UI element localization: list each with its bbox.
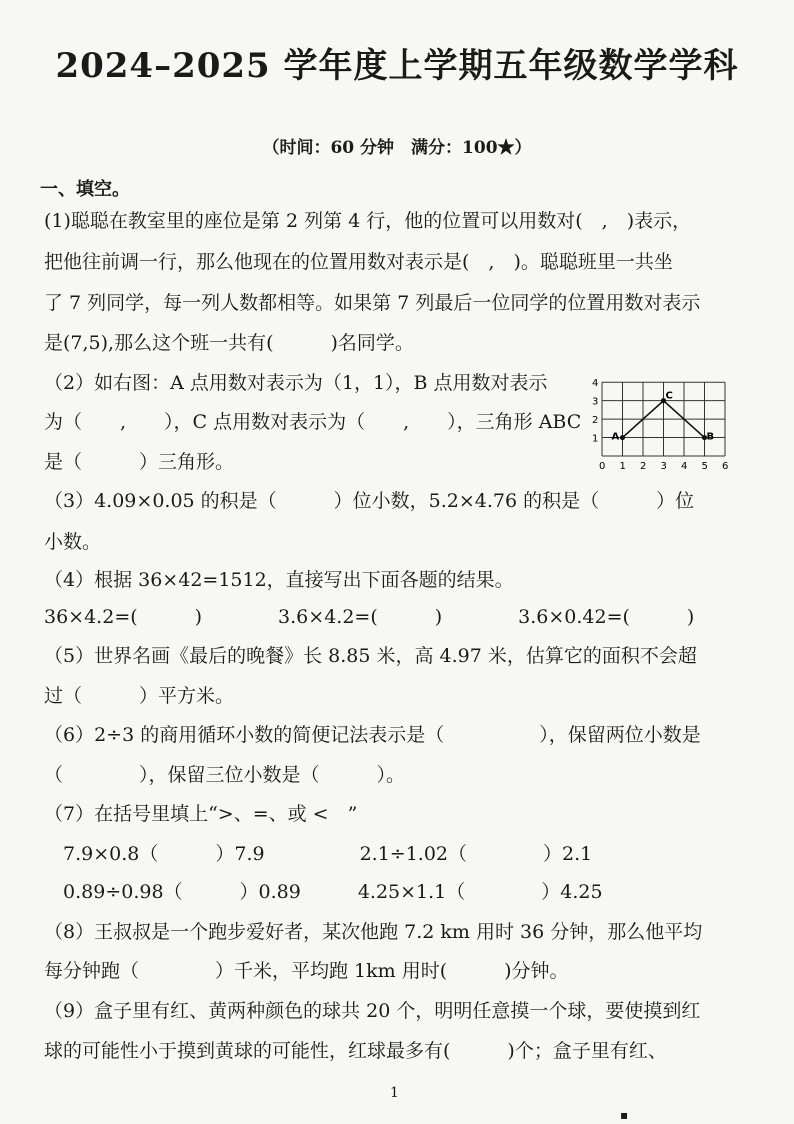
question-line: （7）在括号里填上“>、=、或 < ” [44, 803, 358, 825]
question-line: 把他往前调一行，那么他现在的位置用数对表示是( , )。聪聪班里一共坐 [44, 251, 673, 273]
point-label: C [665, 390, 673, 402]
exam-info: （时间：60 分钟 满分：100★） [262, 138, 532, 158]
question-line: （3）4.09×0.05 的积是（ ）位小数，5.2×4.76 的积是（ ）位 [44, 490, 695, 512]
question-line: （ ），保留三位小数是（ ）。 [44, 764, 406, 786]
coordinate-grid-figure [592, 368, 742, 472]
x-tick-label: 0 [599, 461, 606, 472]
question-line: 每分钟跑（ ）千米，平均跑 1km 用时( )分钟。 [44, 960, 569, 982]
question-line: (1)聪聪在教室里的座位是第 2 列第 4 行，他的位置可以用数对( , )表示， [44, 210, 692, 232]
question-line: 7.9×0.8（ ）7.9 2.1÷1.02（ ）2.1 [44, 843, 593, 865]
question-line: 0.89÷0.98（ ）0.89 4.25×1.1（ ）4.25 [44, 881, 603, 903]
question-line: 是(7,5),那么这个班一共有( )名同学。 [44, 332, 414, 354]
question-line: （5）世界名画《最后的晚餐》长 8.85 米，高 4.97 米，估算它的面积不会超 [44, 645, 697, 667]
scan-mark: ▪ [620, 1108, 629, 1122]
x-tick-label: 1 [619, 461, 626, 472]
x-tick-label: 3 [660, 461, 667, 472]
question-line: （2）如右图：A 点用数对表示为（1，1），B 点用数对表示 [44, 372, 548, 394]
x-tick-label: 5 [701, 461, 708, 472]
x-tick-label: 2 [640, 461, 647, 472]
y-tick-label: 1 [592, 433, 599, 445]
question-line: 小数。 [44, 531, 102, 553]
page-title: 2024–2025 学年度上学期五年级数学学科 [55, 46, 739, 86]
question-line: 过（ ）平方米。 [44, 685, 235, 707]
question-line: 为（ , ），C 点用数对表示为（ , ），三角形 ABC [44, 411, 582, 433]
question-line: 36×4.2=( ) 3.6×4.2=( ) 3.6×0.42=( ) [44, 606, 695, 628]
point-a [620, 435, 625, 440]
question-line: （6）2÷3 的商用循环小数的简便记法表示是（ ），保留两位小数是 [44, 724, 701, 746]
question-line: 是（ ）三角形。 [44, 451, 235, 473]
section-heading-fill-blank: 一、填空。 [40, 179, 130, 200]
question-line: （4）根据 36×42=1512，直接写出下面各题的结果。 [44, 569, 514, 591]
y-tick-label: 4 [592, 378, 599, 390]
question-line: （9）盒子里有红、黄两种颜色的球共 20 个，明明任意摸一个球，要使摸到红 [44, 1000, 701, 1022]
y-tick-label: 3 [592, 396, 599, 408]
question-line: （8）王叔叔是一个跑步爱好者，某次他跑 7.2 km 用时 36 分钟，那么他平均 [44, 921, 703, 943]
page-number: 1 [390, 1085, 399, 1101]
question-line: 了 7 列同学，每一列人数都相等。如果第 7 列最后一位同学的位置用数对表示 [44, 292, 701, 314]
y-tick-label: 2 [592, 415, 599, 427]
point-label: A [611, 431, 620, 443]
question-line: 球的可能性小于摸到黄球的可能性，红球最多有( )个；盒子里有红、 [44, 1040, 667, 1062]
x-tick-label: 6 [722, 461, 729, 472]
x-tick-label: 4 [681, 461, 688, 472]
point-label: B [706, 431, 715, 443]
